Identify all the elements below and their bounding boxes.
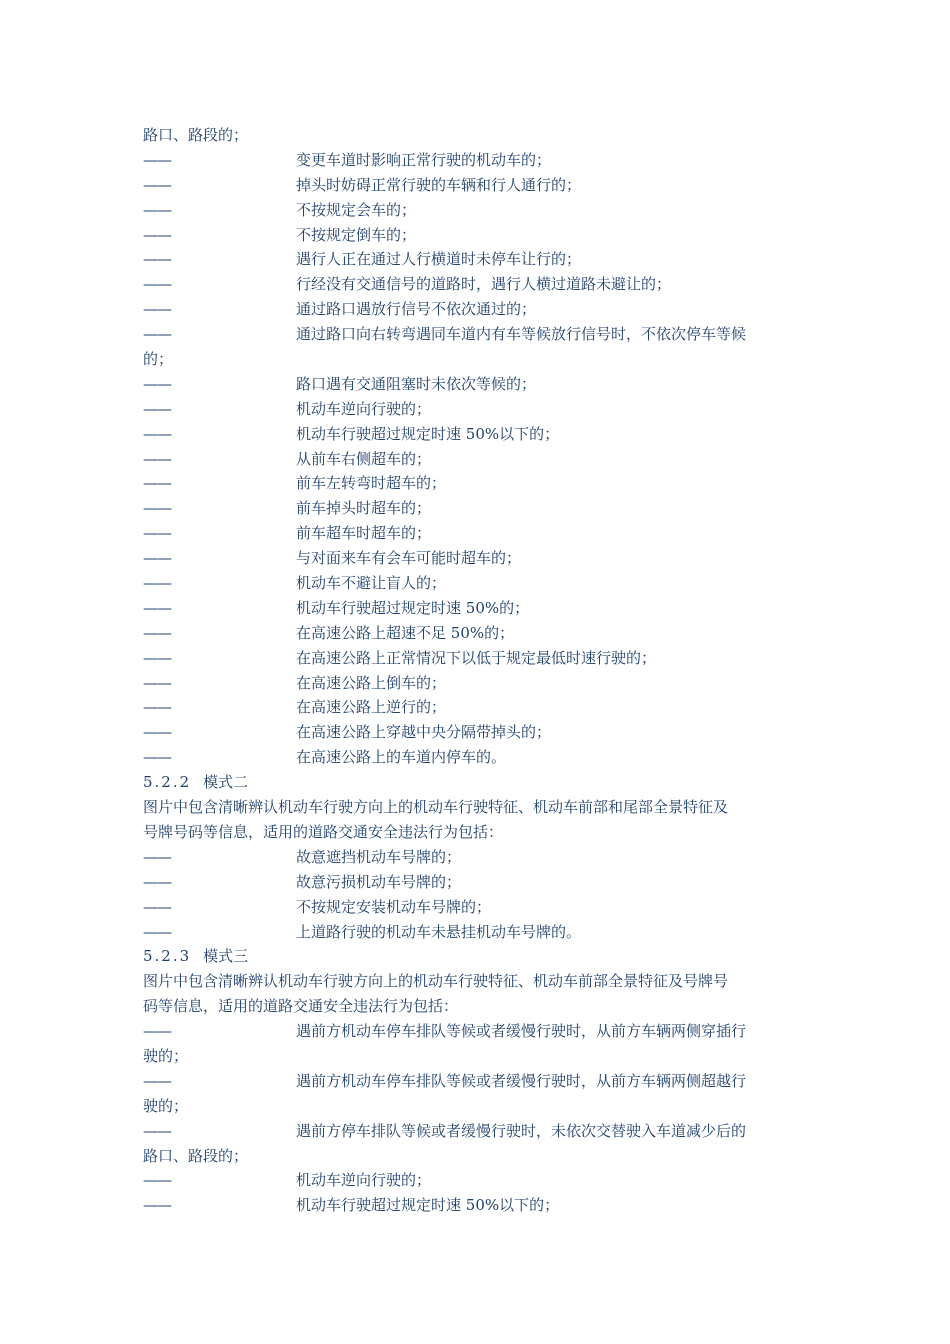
- paragraph-line: [143, 347, 813, 372]
- list-item: [143, 671, 813, 696]
- list-dash: ——: [143, 723, 171, 742]
- paragraph-text: 驶的；: [143, 1096, 189, 1115]
- paragraph-text: 路口、路段的；: [143, 126, 249, 144]
- list-item-text: 掉头时妨碍正常行驶的车辆和行人通行的；: [296, 175, 582, 194]
- list-item: [143, 870, 813, 895]
- paragraph-text: 驶的；: [143, 1046, 189, 1065]
- list-dash: ——: [143, 574, 171, 593]
- list-item-text: 机动车行驶超过规定时速 50%的；: [296, 598, 530, 617]
- paragraph-text: 的；: [143, 350, 174, 369]
- list-item-text: 前车掉头时超车的；: [296, 499, 432, 518]
- section-title: 模式二: [203, 773, 249, 792]
- list-item: [143, 148, 813, 173]
- list-item: [143, 173, 813, 198]
- list-item-text: 故意污损机动车号牌的；: [296, 872, 462, 891]
- list-dash: ——: [143, 748, 171, 767]
- list-item-text: 在高速公路上正常情况下以低于规定最低时速行驶的；: [296, 648, 657, 667]
- list-dash: ——: [143, 300, 171, 319]
- list-item: [143, 1119, 813, 1144]
- document-body: [143, 123, 813, 1218]
- list-item-text: 故意遮挡机动车号牌的；: [296, 847, 462, 866]
- paragraph-text: 路口、路段的；: [143, 1146, 249, 1165]
- list-item-text: 前车左转弯时超车的；: [296, 474, 447, 493]
- list-dash: ——: [143, 275, 171, 294]
- paragraph-line: [143, 994, 813, 1019]
- list-item-text: 在高速公路上超速不足 50%的；: [296, 623, 515, 642]
- list-item-text: 机动车行驶超过规定时速 50%以下的；: [296, 424, 560, 443]
- list-item-text: 通过路口遇放行信号不依次通过的；: [296, 300, 537, 319]
- list-item: [143, 1019, 813, 1044]
- list-item: [143, 621, 813, 646]
- list-item-text: 上道路行驶的机动车未悬挂机动车号牌的。: [296, 922, 582, 941]
- list-item-text: 在高速公路上倒车的；: [296, 673, 447, 692]
- list-dash: ——: [143, 847, 171, 866]
- list-item: [143, 1069, 813, 1094]
- list-dash: ——: [143, 648, 171, 667]
- list-dash: ——: [143, 374, 171, 393]
- list-item-text: 机动车行驶超过规定时速 50%以下的；: [296, 1196, 560, 1215]
- list-item-text: 遇前方机动车停车排队等候或者缓慢行驶时，从前方车辆两侧超越行: [296, 1071, 747, 1090]
- list-item-text: 不按规定安装机动车号牌的；: [296, 897, 492, 916]
- list-item: [143, 745, 813, 770]
- list-dash: ——: [143, 1022, 171, 1041]
- list-dash: ——: [143, 499, 171, 518]
- paragraph-line: [143, 1044, 813, 1069]
- list-item: [143, 272, 813, 297]
- paragraph-text: 图片中包含清晰辨认机动车行驶方向上的机动车行驶特征、机动车前部和尾部全景特征及: [143, 798, 729, 817]
- list-item-text: 不按规定会车的；: [296, 200, 417, 219]
- list-item: [143, 695, 813, 720]
- list-item: [143, 247, 813, 272]
- list-item: [143, 422, 813, 447]
- paragraph-line: [143, 123, 813, 148]
- paragraph-text: 图片中包含清晰辨认机动车行驶方向上的机动车行驶特征、机动车前部全景特征及号牌号: [143, 972, 729, 991]
- list-item: [143, 895, 813, 920]
- list-dash: ——: [143, 673, 171, 692]
- paragraph-line: [143, 1094, 813, 1119]
- list-item: [143, 471, 813, 496]
- section-heading: [143, 944, 813, 969]
- list-dash: ——: [143, 897, 171, 916]
- list-dash: ——: [143, 449, 171, 468]
- paragraph-line: [143, 795, 813, 820]
- list-dash: ——: [143, 524, 171, 543]
- list-item-text: 前车超车时超车的；: [296, 524, 432, 543]
- list-dash: ——: [143, 1071, 171, 1090]
- paragraph-text: 码等信息，适用的道路交通安全违法行为包括：: [143, 997, 459, 1016]
- list-dash: ——: [143, 424, 171, 443]
- list-dash: ——: [143, 175, 171, 194]
- list-item: [143, 1193, 813, 1218]
- list-dash: ——: [143, 325, 171, 344]
- list-dash: ——: [143, 1121, 171, 1140]
- list-item-text: 与对面来车有会车可能时超车的；: [296, 549, 522, 568]
- list-item: [143, 920, 813, 945]
- list-dash: ——: [143, 399, 171, 418]
- list-dash: ——: [143, 200, 171, 219]
- list-item-text: 机动车逆向行驶的；: [296, 399, 432, 418]
- list-item-text: 路口遇有交通阻塞时未依次等候的；: [296, 374, 537, 393]
- paragraph-text: 号牌号码等信息，适用的道路交通安全违法行为包括：: [143, 822, 504, 841]
- list-dash: ——: [143, 872, 171, 891]
- list-item-text: 机动车逆向行驶的；: [296, 1171, 432, 1190]
- list-dash: ——: [143, 150, 171, 169]
- list-dash: ——: [143, 698, 171, 717]
- section-title: 模式三: [203, 947, 249, 966]
- list-dash: ——: [143, 474, 171, 493]
- list-item: [143, 447, 813, 472]
- list-item-text: 遇行人正在通过人行横道时未停车让行的；: [296, 250, 582, 269]
- list-item-text: 机动车不避让盲人的；: [296, 574, 447, 593]
- list-item-text: 变更车道时影响正常行驶的机动车的；: [296, 150, 552, 169]
- list-item: [143, 322, 813, 347]
- list-item: [143, 521, 813, 546]
- section-number: 5.2.3: [143, 947, 192, 966]
- list-item: [143, 372, 813, 397]
- list-item-text: 从前车右侧超车的；: [296, 449, 432, 468]
- list-item: [143, 223, 813, 248]
- list-item-text: 在高速公路上穿越中央分隔带掉头的；: [296, 723, 552, 742]
- list-item-text: 在高速公路上的车道内停车的。: [296, 748, 507, 767]
- list-item: [143, 596, 813, 621]
- list-item-text: 遇前方机动车停车排队等候或者缓慢行驶时，从前方车辆两侧穿插行: [296, 1022, 747, 1041]
- list-item: [143, 198, 813, 223]
- list-item: [143, 496, 813, 521]
- list-item: [143, 720, 813, 745]
- list-dash: ——: [143, 225, 171, 244]
- list-dash: ——: [143, 922, 171, 941]
- paragraph-line: [143, 820, 813, 845]
- paragraph-line: [143, 969, 813, 994]
- list-item-text: 通过路口向右转弯遇同车道内有车等候放行信号时，不依次停车等候: [296, 325, 747, 344]
- list-item-text: 不按规定倒车的；: [296, 225, 417, 244]
- list-item: [143, 646, 813, 671]
- list-dash: ——: [143, 1196, 171, 1215]
- list-item-text: 遇前方停车排队等候或者缓慢行驶时，未依次交替驶入车道减少后的: [296, 1121, 747, 1140]
- list-dash: ——: [143, 549, 171, 568]
- list-item: [143, 297, 813, 322]
- section-number: 5.2.2: [143, 773, 192, 792]
- section-heading: [143, 770, 813, 795]
- list-dash: ——: [143, 1171, 171, 1190]
- list-dash: ——: [143, 623, 171, 642]
- list-item-text: 行经没有交通信号的道路时，遇行人横过道路未避让的；: [296, 275, 672, 294]
- list-item: [143, 1168, 813, 1193]
- list-item: [143, 546, 813, 571]
- list-dash: ——: [143, 250, 171, 269]
- paragraph-line: [143, 1144, 813, 1169]
- list-item-text: 在高速公路上逆行的；: [296, 698, 447, 717]
- list-item: [143, 397, 813, 422]
- list-item: [143, 845, 813, 870]
- list-dash: ——: [143, 598, 171, 617]
- list-item: [143, 571, 813, 596]
